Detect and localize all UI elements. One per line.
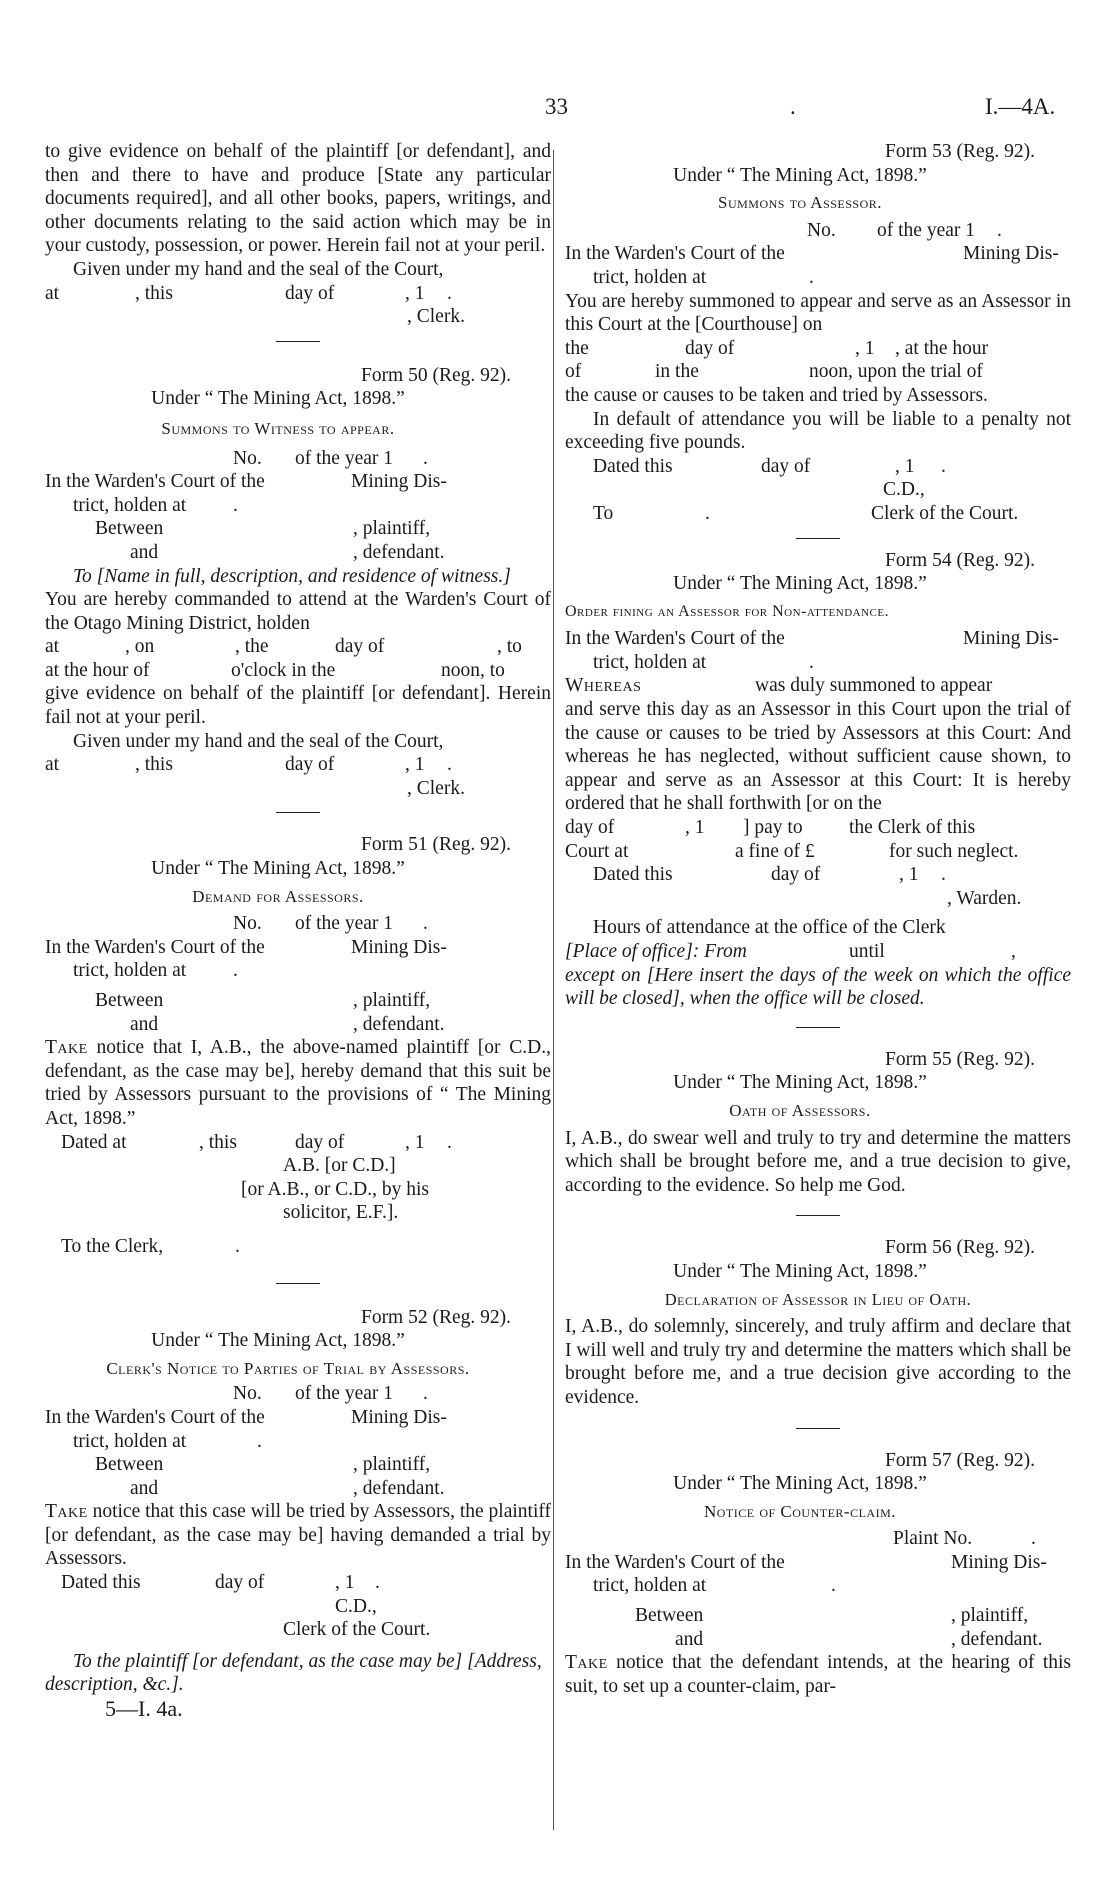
form-54: Form 54 (Reg. 92). Under “ The Mining Act, 1898.” Order fining an Assessor for Non-attendance. In the Warden's Court of the Mining Dis- trict, holden at . Whereas was duly summoned to appear and serve this day as an Assessor in this Court upon the trial of the cause or causes to be tried by Assessors at this Court: And whereas he has neglected, without sufficient cause shown, to appear and serve as an Assessor at this Court: It is hereby ordered that he shall forthwith [or on the day of , 1 ] pay to the Clerk of this Court at a fine of £ for such neglect. Dated this day of , 1 . , Warden. Hours of attendance at the office of the Clerk [Place of office]: From until , except on [Here insert the days of the week on which the office will be closed], when the office will be closed. <box>565 549 1071 1010</box>
act-line: Under “ The Mining Act, 1898.” <box>151 388 405 410</box>
form-50: Form 50 (Reg. 92). Under “ The Mining Act, 1898.” Summons to Witness to appear. No. of the year 1 . In the Warden's Court of the Mining Dis- trict, holden at . Between , plaintiff, and , defendant. To [Name in full, description, and residence of witness.] You are hereby commanded to attend at the Warden's Court of the Otago Mining District, holden at , on , the day of , to at the hour of o'clock in the noon, to give evidence on behalf of the plaintiff [or defendant]. Herein fail not at your peril. Given under my hand and the seal of the Court, at , this day of , 1 . , Clerk. <box>45 352 551 801</box>
section-divider <box>276 812 320 813</box>
form-heading: Notice of Counter-claim. <box>703 1501 897 1521</box>
act-line: Under “ The Mining Act, 1898.” <box>151 858 405 880</box>
section-divider <box>796 1428 840 1429</box>
page-header <box>0 94 1114 124</box>
form-title: Form 50 (Reg. 92). <box>360 364 511 386</box>
summons-body: You are hereby commanded to attend at the Warden's Court of the Otago Mining District, holden <box>45 589 551 634</box>
form-title: Form 51 (Reg. 92). <box>360 834 511 856</box>
addressee: To [Name in full, description, and residence of witness.] <box>73 565 511 587</box>
form-title: Form 52 (Reg. 92). <box>360 1306 511 1328</box>
section-divider <box>276 1283 320 1284</box>
form-title: Form 53 (Reg. 92). <box>884 141 1035 162</box>
header-dot: . <box>790 94 796 119</box>
declaration-body: I, A.B., do solemnly, sincerely, and truly affirm and declare that I will well and truly try and determine the matters which shall be brought before me, and a true decision give according to the evidence. <box>565 1316 1071 1408</box>
section-divider <box>276 341 320 342</box>
page-footer: 5—I. 4a. <box>105 1696 183 1722</box>
act-line: Under “ The Mining Act, 1898.” <box>673 1260 927 1282</box>
number-line: No. of the year 1 . <box>233 447 428 469</box>
date-line: at , this day of , 1 . <box>45 282 452 304</box>
court-line: In the Warden's Court of the Mining Dis- <box>45 471 447 493</box>
form-57: Form 57 (Reg. 92). Under “ The Mining Act, 1898.” Notice of Counter-claim. Plaint No. . In the Warden's Court of the Mining Dis- trict, holden at . Between , plaintiff, and , defendant. Take notice that the defendant intends, at the hearing of this suit, to set up a counter-claim, par- <box>565 1439 1071 1699</box>
demand-body: Take notice that I, A.B., the above-named plaintiff [or C.D., defendant, as the case may be], hereby demand that this suit be tried by Assessors pursuant to the provisions of “ The Mining Act, 1898.” <box>45 1037 551 1129</box>
section-divider <box>796 1215 840 1216</box>
column-divider <box>553 150 554 1830</box>
act-line: Under “ The Mining Act, 1898.” <box>673 1473 927 1495</box>
left-column <box>45 140 551 1721</box>
oath-body: I, A.B., do swear well and truly to try and determine the matters which shall be brought before me, and a true decision to give, according to the evidence. So help me God. <box>565 1127 1071 1196</box>
form-heading: Demand for Assessors. <box>192 886 364 906</box>
form-53: Form 53 (Reg. 92). Under “ The Mining Act, 1898.” Summons to Assessor. No. of the year 1 . In the Warden's Court of the Mining Dis- trict, holden at . You are hereby summoned to appear and serve as an Assessor in this Court at the [Courthouse] on the day of , 1 , at the hour of in the noon, upon the trial of the cause or causes to be taken and tried by Assessors. In default of attendance you will be liable to a penalty not exceeding five pounds. Dated this day of , 1 . C.D., To . Clerk of the Court. <box>565 141 1071 524</box>
form-title: Form 55 (Reg. 92). <box>884 1048 1035 1070</box>
form-title: Form 56 (Reg. 92). <box>884 1237 1035 1259</box>
continued-paragraph: to give evidence on behalf of the plaintiff [or defendant], and then and there to have and produce [State any particular documents required], and all other books, papers, writings, and other documents relating to the said action which may be in your custody, possession, or power. Herein fail not at your peril. <box>45 141 551 257</box>
form-heading: Summons to Witness to appear. <box>161 418 395 438</box>
form-heading: Declaration of Assessor in Lieu of Oath. <box>664 1289 972 1309</box>
form-heading: Order fining an Assessor for Non-attendance. <box>565 602 890 620</box>
act-line: Under “ The Mining Act, 1898.” <box>673 573 927 595</box>
act-line: Under “ The Mining Act, 1898.” <box>151 1330 405 1352</box>
section-divider <box>796 538 840 539</box>
order-body: and serve this day as an Assessor in this Court upon the trial of the cause or causes to be tried by Assessors at this Court: And whereas he has neglected, without sufficient cause shown, to appear and serve as an Assessor at this Court: It is hereby ordered that he shall forthwith [or on the <box>565 699 1071 815</box>
form-heading: Oath of Assessors. <box>729 1100 871 1120</box>
act-line: Under “ The Mining Act, 1898.” <box>673 164 927 186</box>
form-heading: Summons to Assessor. <box>717 193 883 213</box>
header-reference: I.—4A. <box>985 94 1056 119</box>
form-title: Form 57 (Reg. 92). <box>884 1449 1035 1471</box>
counter-claim-body: Take notice that the defendant intends, at the hearing of this suit, to set up a counter-claim, par- <box>565 1652 1071 1697</box>
section-divider <box>796 1027 840 1028</box>
form-56 <box>565 1226 1071 1409</box>
given-line: Given under my hand and the seal of the Court, <box>73 258 444 280</box>
clerk-signature: , Clerk. <box>407 306 465 328</box>
act-line: Under “ The Mining Act, 1898.” <box>673 1072 927 1094</box>
form-title: Form 54 (Reg. 92). <box>884 549 1035 571</box>
addressee: To the plaintiff [or defendant, as the case may be] [Address, description, &c.]. <box>45 1650 542 1696</box>
notice-body: Take notice that this case will be tried by Assessors, the plaintiff [or defendant, as the case may be] having demanded a trial by Assessors. <box>45 1501 551 1570</box>
form-heading: Clerk's Notice to Parties of Trial by Assessors. <box>106 1358 470 1378</box>
form-55 <box>565 1038 1071 1198</box>
form-51: Form 51 (Reg. 92). Under “ The Mining Act, 1898.” Demand for Assessors. No. of the year 1 . In the Warden's Court of the Mining Dis- trict, holden at . Between , plaintiff, and , defendant. Take notice that I, A.B., the above-named plaintiff [or C.D., defendant, as the case may be], hereby demand that this suit be tried by Assessors pursuant to the provisions of “ The Mining Act, 1898.” Dated at , this day of , 1 . A.B. [or C.D.] [or A.B., or C.D., by his solicitor, E.F.]. To the Clerk, . <box>45 823 551 1258</box>
right-column <box>565 140 1071 1698</box>
page-number: 33 <box>545 94 568 119</box>
form-52: Form 52 (Reg. 92). Under “ The Mining Act, 1898.” Clerk's Notice to Parties of Trial by Assessors. No. of the year 1 . In the Warden's Court of the Mining Dis- trict, holden at . Between , plaintiff, and , defendant. Take notice that this case will be tried by Assessors, the plaintiff [or defendant, as the case may be] having demanded a trial by Assessors. Dated this day of , 1 . C.D., Clerk of the Court. To the plaintiff [or defendant, as the case may be] [Address, description, &c.]. <box>45 1294 551 1698</box>
parties-line: Between , plaintiff, <box>95 518 431 540</box>
